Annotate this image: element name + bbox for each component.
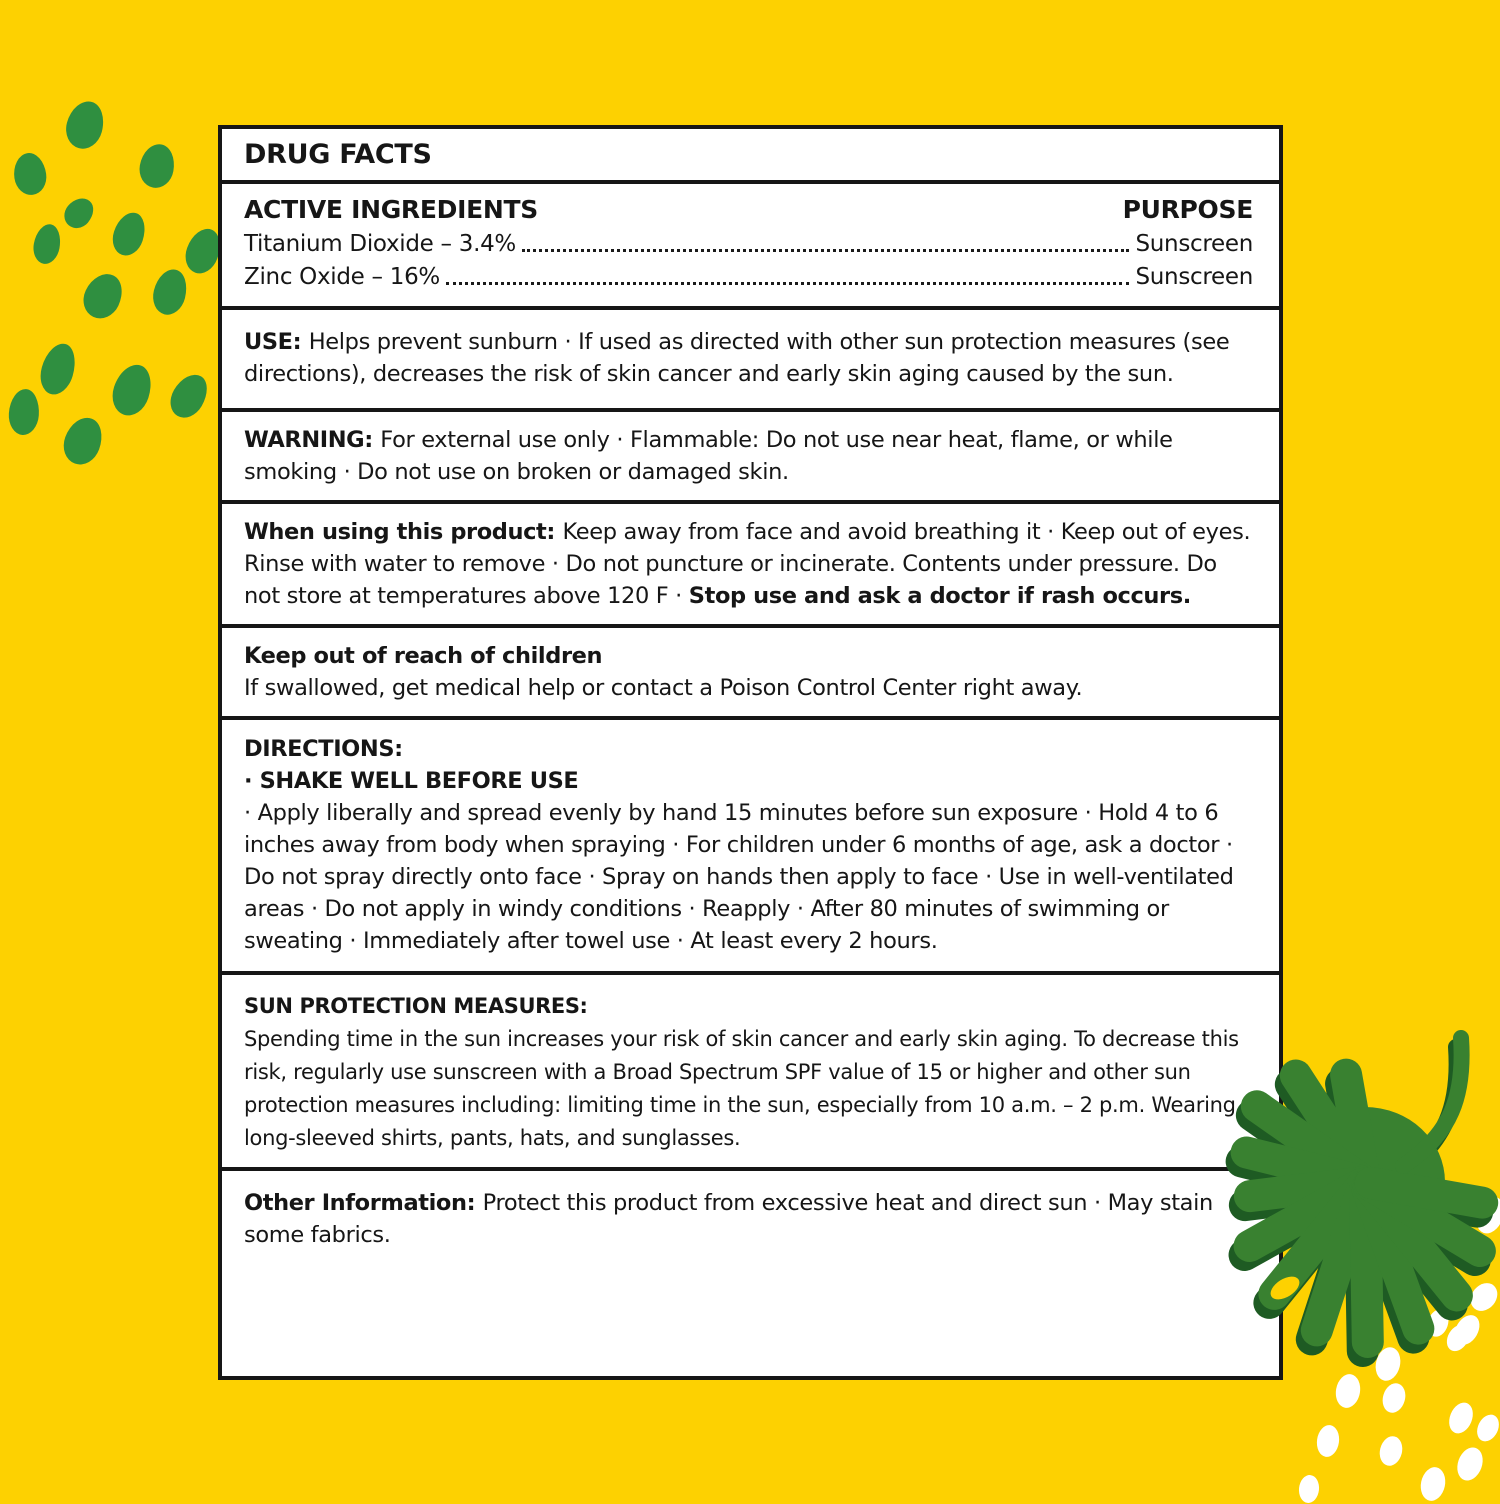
bold-text-run: Keep out of reach of children (244, 643, 603, 669)
text-line (244, 797, 1253, 957)
active-ingredients-section (222, 184, 1279, 310)
text-line (244, 1187, 1253, 1251)
green-paint-dot (11, 151, 49, 197)
text-line (244, 424, 1253, 488)
section-use (222, 310, 1279, 412)
text-line (244, 640, 1253, 672)
green-paint-dot (136, 141, 177, 190)
white-paint-dot (1473, 1411, 1500, 1445)
active-ingredient-row (244, 228, 1253, 261)
green-paint-dot (31, 222, 64, 266)
bold-text-run: SUN PROTECTION MEASURES: (244, 994, 588, 1018)
bold-text-run: WARNING: (244, 427, 381, 453)
text-run: · Apply liberally and spread evenly by hand 15 minutes before sun exposure · Hold 4 to 6 inches away from body when spraying · For children under 6 months of age, ask a doctor · Do not spray directly onto face · Spray on hands then apply to face · Use in well-ventilated areas · Do not apply in windy conditions · Reapply · After 80 minutes of swimming or sweating · Immediately after towel use · At least every 2 hours. (244, 800, 1234, 954)
white-paint-dot (1445, 1399, 1477, 1437)
bold-text-run: DIRECTIONS: (244, 736, 403, 762)
text-line (244, 765, 1253, 797)
green-paint-dot (35, 340, 80, 399)
bold-text-run: Other Information: (244, 1190, 483, 1216)
text-line (244, 326, 1253, 390)
green-paint-dot (108, 208, 150, 259)
section-other-information (222, 1171, 1279, 1376)
white-paint-dot (1418, 1465, 1449, 1503)
green-paint-dot (107, 360, 157, 421)
bold-text-run: When using this product: (244, 519, 563, 545)
ingredient-name: Titanium Dioxide – 3.4% (244, 231, 516, 257)
ingredient-purpose: Sunscreen (1135, 264, 1253, 290)
drug-facts-panel (218, 125, 1283, 1380)
bold-text-run: USE: (244, 329, 309, 355)
white-paint-dot (1377, 1434, 1406, 1468)
section-directions (222, 720, 1279, 975)
text-line (244, 733, 1253, 765)
white-paint-dot (1298, 1474, 1321, 1504)
green-paint-dot (58, 412, 108, 469)
section-warning (222, 412, 1279, 504)
green-paint-dot (59, 192, 99, 233)
active-ingredients-rows (244, 228, 1253, 294)
text-run: Keep away from face and avoid breathing it · Keep out of eyes. Rinse with water to remove · Do not puncture or incinerate. Contents under pressure. Do not store at temperatures above 120 F · (244, 519, 1251, 609)
text-line (244, 516, 1253, 612)
dotted-leader (522, 249, 1130, 252)
active-ingredients-header-row (244, 192, 1253, 228)
monstera-leaf-icon (1205, 1030, 1500, 1400)
white-paint-dot (1453, 1444, 1487, 1484)
white-paint-dot (1315, 1424, 1341, 1459)
active-ingredients-heading: ACTIVE INGREDIENTS (244, 195, 538, 224)
green-paint-dot (164, 368, 215, 424)
bold-text-run: · SHAKE WELL BEFORE USE (244, 768, 579, 794)
text-run: If swallowed, get medical help or contact a Poison Control Center right away. (244, 675, 1083, 701)
dotted-leader (446, 282, 1130, 285)
section-keep-out-of-reach-of-children (222, 628, 1279, 720)
purpose-heading: PURPOSE (1122, 195, 1253, 224)
green-paint-dot (7, 388, 40, 436)
text-run: Protect this product from excessive heat and direct sun · May stain some fabrics. (244, 1190, 1213, 1248)
active-ingredient-row (244, 261, 1253, 294)
section-sun-protection-measures (222, 975, 1279, 1171)
section-when-using-this-product (222, 504, 1279, 628)
bold-text-run: Stop use and ask a doctor if rash occurs. (688, 583, 1191, 609)
green-paint-dot (61, 97, 108, 153)
text-line (244, 672, 1253, 704)
drug-facts-title-section (222, 129, 1279, 184)
drug-facts-title: DRUG FACTS (244, 139, 432, 170)
ingredient-name: Zinc Oxide – 16% (244, 264, 440, 290)
ingredient-purpose: Sunscreen (1135, 231, 1253, 257)
green-paint-dot (149, 266, 191, 318)
text-line (244, 1023, 1253, 1155)
text-run: Spending time in the sun increases your risk of skin cancer and early skin aging. To decrease this risk, regularly use sunscreen with a Broad Spectrum SPF value of 15 or higher and other sun protection measures including: limiting time in the sun, especially from 10 a.m. – 2 p.m. Wearing long-sleeved shirts, pants, hats, and sunglasses. (244, 1027, 1239, 1150)
text-run: For external use only · Flammable: Do not use near heat, flame, or while smoking · Do not use on broken or damaged skin. (244, 427, 1173, 485)
green-paint-dot (77, 268, 129, 325)
text-run: Helps prevent sunburn · If used as directed with other sun protection measures (see directions), decreases the risk of skin cancer and early skin aging caused by the sun. (244, 329, 1230, 387)
text-line (244, 990, 1253, 1023)
